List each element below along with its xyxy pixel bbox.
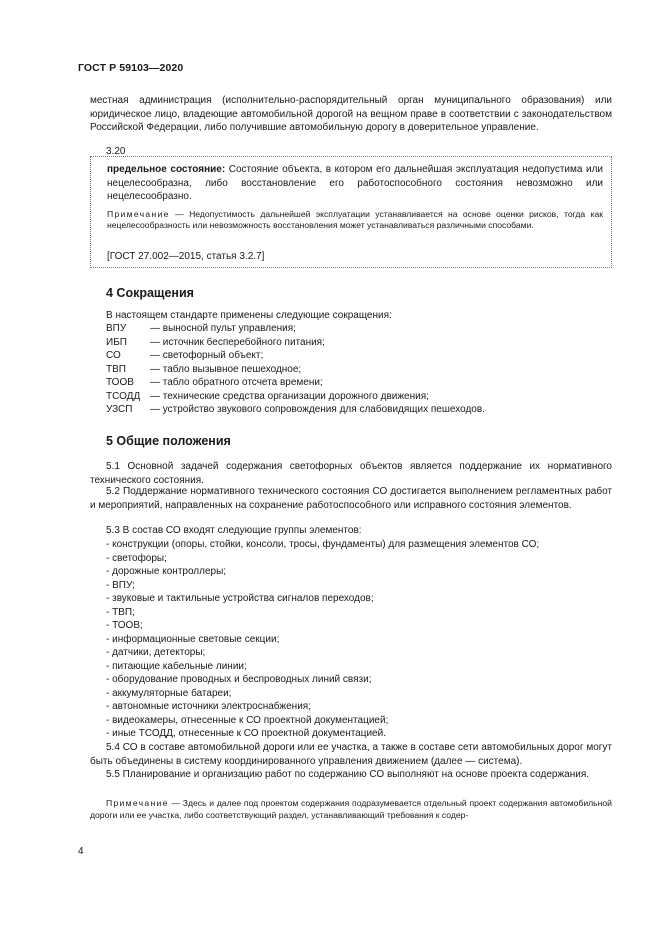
- abbreviation-text: — табло вызывное пешеходное;: [150, 363, 302, 375]
- list-item: - звуковые и тактильные устройства сигналов переходов;: [106, 593, 374, 604]
- section-4-title: 4 Сокращения: [106, 286, 194, 300]
- paragraph-5-3: 5.3 В состав СО входят следующие группы элементов:: [106, 525, 362, 536]
- term-note: [107, 209, 603, 231]
- element-group-list: [106, 538, 539, 741]
- section-5-note-text: — Здесь и далее под проектом содержания подразумевается отдельный проект содержания автомобильной дороги или ее участка, либо соответствующий раздел, устанавливающий требования к содер-: [90, 798, 612, 820]
- term-definition-text: Состояние объекта, в котором его дальнейшая эксплуатация недопустима или нецелесообразна, либо восстановление его работоспособного состояния невозможно или нецелесообразно.: [107, 164, 603, 202]
- abbreviation-row: [106, 403, 485, 417]
- abbreviation-code: ТСОДД: [106, 390, 141, 402]
- abbreviation-text: — технические средства организации дорожного движения;: [150, 390, 429, 402]
- abbreviation-row: [106, 336, 485, 350]
- list-item: - ВПУ;: [106, 579, 135, 591]
- paragraph-5-5: 5.5 Планирование и организацию работ по содержанию СО выполняют на основе проекта содержания.: [106, 769, 590, 780]
- abbreviation-code: ТООВ: [106, 377, 134, 388]
- abbreviation-text: — источник бесперебойного питания;: [150, 336, 325, 348]
- paragraph-5-4: 5.4 СО в составе автомобильной дороги или ее участка, а также в составе сети автомобильных дорог могут быть объединены в систему координированного управления движением (далее — система).: [90, 742, 612, 767]
- list-item: - видеокамеры, отнесенные к СО проектной документацией;: [106, 714, 389, 726]
- abbreviation-row: [106, 363, 485, 377]
- abbreviation-code: УЗСП: [106, 404, 133, 415]
- section-4-lead: В настоящем стандарте применены следующие сокращения:: [106, 310, 392, 321]
- abbreviation-text: — светофорный объект;: [150, 350, 264, 361]
- list-item: - светофоры;: [106, 552, 167, 564]
- abbreviation-code: ВПУ: [106, 323, 127, 334]
- term-note-text: — Недопустимость дальнейшей эксплуатации устанавливается на основе оценки рисков, тогда как нецелесообразность или невозможность восстановления может устанавливаться различными способами.: [107, 209, 603, 230]
- abbreviation-code: СО: [106, 350, 121, 361]
- term-definition-box: [90, 156, 612, 268]
- intro-paragraph: местная администрация (исполнительно-распорядительный орган муниципального образования) или юридическое лицо, владеющие автомобильной дорогой на вещном праве в соответствии с законодательством Российской Федерации, либо получившие автомобильную дорогу в доверительное управление.: [90, 95, 612, 133]
- abbreviation-row: [106, 376, 485, 390]
- list-item: - ТООВ;: [106, 620, 143, 631]
- list-item: - датчики, детекторы;: [106, 647, 206, 658]
- page-header-standard-id: ГОСТ Р 59103—2020: [78, 62, 184, 74]
- term-note-label: Примечание: [107, 209, 170, 219]
- list-item: - аккумуляторные батареи;: [106, 687, 232, 699]
- list-item: - конструкции (опоры, стойки, консоли, тросы, фундаменты) для размещения элементов СО;: [106, 539, 540, 550]
- abbreviation-text: — выносной пульт управления;: [150, 323, 296, 334]
- section-5-note: [90, 797, 612, 821]
- abbreviation-text: — табло обратного отсчета времени;: [150, 377, 323, 388]
- abbreviation-row: [106, 390, 485, 404]
- abbreviation-list: [106, 322, 485, 417]
- list-item: - иные ТСОДД, отнесенные к СО проектной документацией.: [106, 728, 386, 739]
- section-5-title: 5 Общие положения: [106, 434, 231, 448]
- paragraph-5-1: 5.1 Основной задачей содержания светофорных объектов является поддержание их нормативного технического состояния.: [90, 461, 612, 486]
- section-5-note-label: Примечание: [106, 798, 169, 808]
- list-item: - оборудование проводных и беспроводных линий связи;: [106, 674, 372, 685]
- term-number: 3.20: [106, 146, 126, 157]
- list-item: - дорожные контроллеры;: [106, 566, 227, 577]
- term-source: [ГОСТ 27.002—2015, статья 3.2.7]: [107, 251, 265, 262]
- term-name: предельное состояние:: [107, 164, 226, 175]
- abbreviation-row: [106, 349, 485, 363]
- list-item: - автономные источники электроснабжения;: [106, 701, 311, 712]
- abbreviation-row: [106, 322, 485, 336]
- page-number: 4: [78, 846, 84, 857]
- list-item: - питающие кабельные линии;: [106, 660, 247, 672]
- paragraph-5-2: 5.2 Поддержание нормативного технического состояния СО достигается выполнением регламентных работ и мероприятий, направленных на сохранение работоспособного или исправного состояния элементов.: [90, 486, 612, 511]
- abbreviation-code: ИБП: [106, 336, 127, 348]
- term-definition: [107, 163, 603, 204]
- list-item: - ТВП;: [106, 606, 135, 618]
- list-item: - информационные световые секции;: [106, 633, 280, 645]
- abbreviation-code: ТВП: [106, 363, 126, 375]
- abbreviation-text: — устройство звукового сопровождения для слабовидящих пешеходов.: [150, 404, 485, 415]
